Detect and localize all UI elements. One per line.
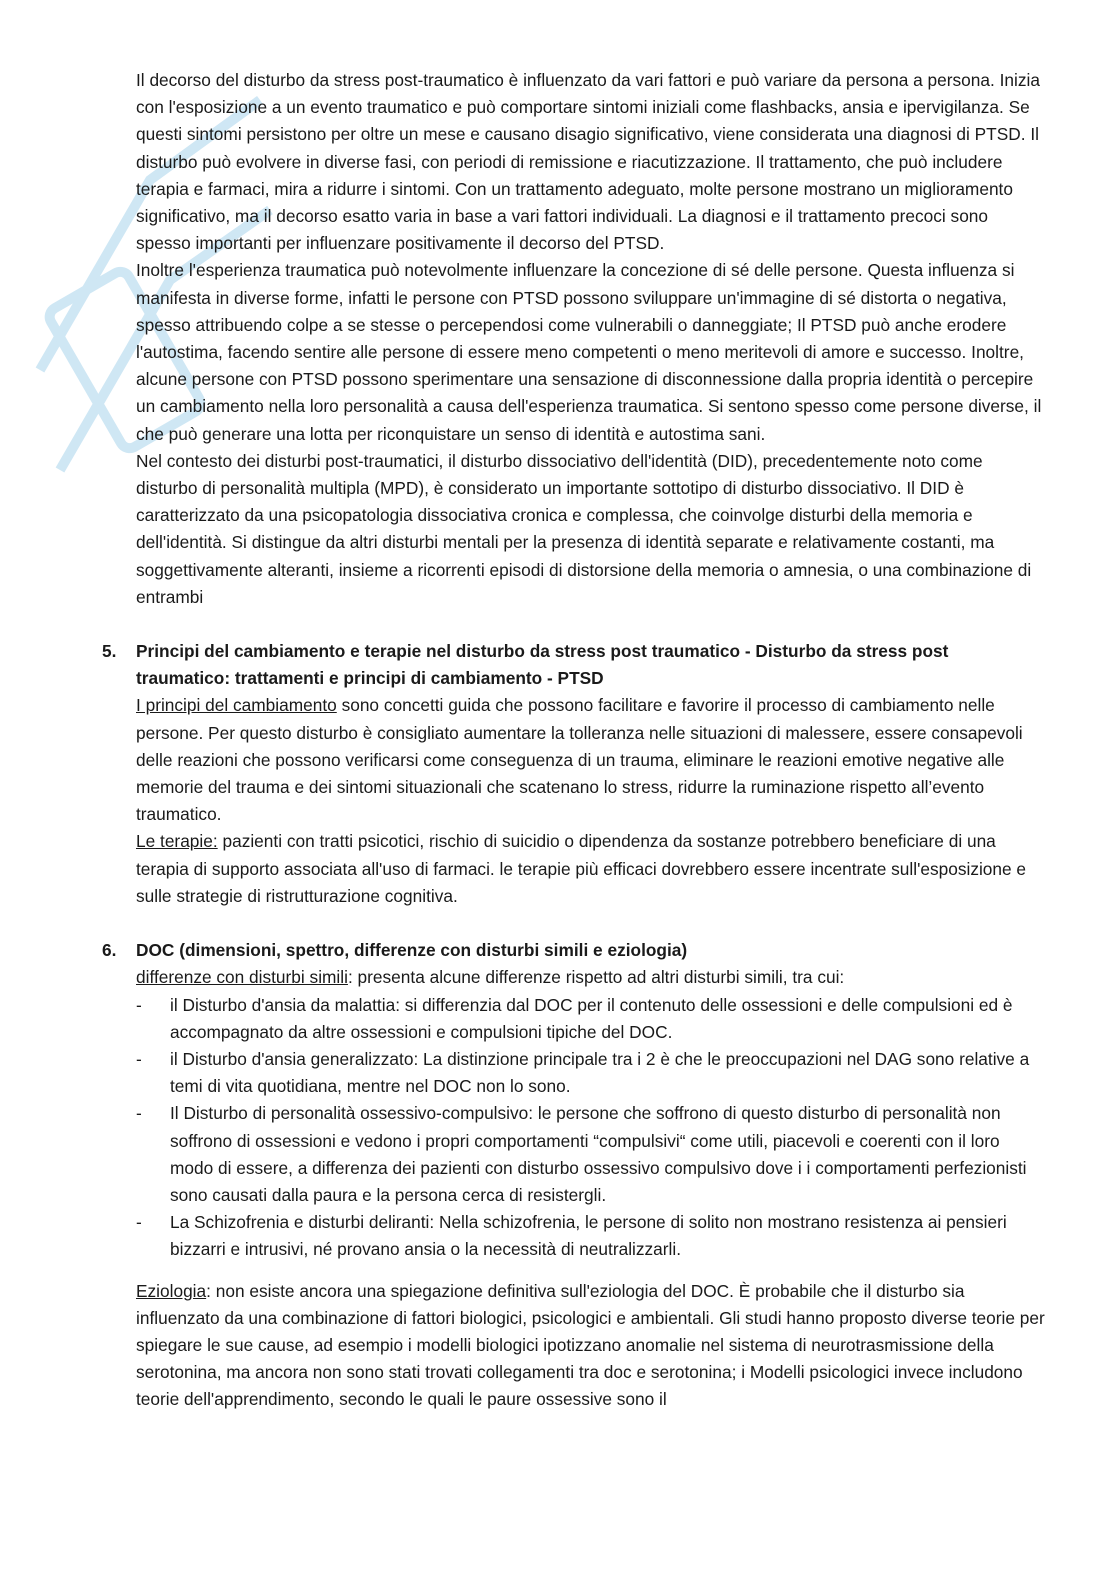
section-6 — [102, 937, 1046, 1413]
therapies-text: pazienti con tratti psicotici, rischio di suicidio o dipendenza da sostanze potrebbero beneficiare di una terapia di supporto associata all'uso di farmaci. le terapie più efficaci dovrebbero essere incentrate sull'esposizione e sulle strategie di ristrutturazione cognitiva. — [136, 831, 1027, 906]
etiology-text: : non esiste ancora una spiegazione definitiva sull'eziologia del DOC. È probabile che il disturbo sia influenzato da una combinazione di fattori biologici, psicologici e ambientali. Gli studi hanno proposto diverse teorie per spiegare le sue cause, ad esempio i modelli biologici ipotizzano anomalie nel sistema di neurotrasmissione della serotonina, ma ancora non sono stati trovati collegamenti tra doc e serotonina; i Modelli psicologici invece includono teorie dell'apprendimento, secondo le quali le paure ossessive sono il — [136, 1280, 1045, 1410]
differences-text: : presenta alcune differenze rispetto ad altri disturbi simili, tra cui: — [347, 967, 845, 988]
intro-paragraph-1: Il decorso del disturbo da stress post-traumatico è influenzato da vari fattori e può variare da persona a persona. Inizia con l'esposizione a un evento traumatico e può comportare sintomi iniziali come flashbacks, ansia e ipervigilanza. Se questi sintomi persistono per oltre un mese e causano disagio significativo, viene considerata una diagnosi di PTSD. Il disturbo può evolvere in diverse fasi, con periodi di remissione e riacutizzazione. Il trattamento, che può includere terapia e farmaci, mira a ridurre i sintomi. Con un trattamento adeguato, molte persone mostrano un miglioramento significativo, ma il decorso esatto varia in base a vari fattori individuali. La diagnosi e il trattamento precoci sono spesso importanti per influenzare positivamente il decorso del PTSD. — [136, 70, 1040, 254]
section-6-number: 6. — [102, 940, 117, 961]
differences-list — [136, 992, 1046, 1264]
section-5-principles — [136, 692, 1046, 828]
section-6-title: DOC (dimensioni, spettro, differenze con disturbi simili e eziologia) — [136, 940, 688, 961]
section-5-title: Principi del cambiamento e terapie nel disturbo da stress post traumatico - Disturbo da stress post traumatico: trattamenti e principi di cambiamento - PTSD — [136, 641, 949, 689]
document-page — [102, 67, 1046, 1414]
list-item: - il Disturbo d'ansia generalizzato: La distinzione principale tra i 2 è che le preoccupazioni nel DAG sono relative a temi di vita quotidiana, mentre nel DOC non lo sono. — [136, 1046, 1046, 1100]
section-5-number: 5. — [102, 641, 117, 662]
list-item: - il Disturbo d'ansia da malattia: si differenzia dal DOC per il contenuto delle ossessioni e delle compulsioni ed è accompagnato da altre ossessioni e compulsioni tipiche del DOC. — [136, 992, 1046, 1046]
list-item: - Il Disturbo di personalità ossessivo-compulsivo: le persone che soffrono di questo disturbo di personalità non soffrono di ossessioni e vedono i propri comportamenti “compulsivi“ come utili, piacevoli e coerenti con il loro modo di essere, a differenza dei pazienti con disturbo ossessivo compulsivo dove i i comportamenti perfezionisti sono causati dalla paura e la persona cerca di resistergli. — [136, 1100, 1046, 1209]
section-5-therapies — [136, 828, 1046, 910]
principles-text: sono concetti guida che possono facilitare e favorire il processo di cambiamento nelle persone. Per questo disturbo è consigliato aumentare la tolleranza nelle situazioni di malessere, essere consapevoli delle reazioni che possono verificarsi come conseguenza di un trauma, eliminare le reazioni emotive negative alle memorie del trauma e dei sintomi situazionali che scatenano lo stress, ridurre la ruminazione rispetto all’evento traumatico. — [136, 695, 1023, 825]
etiology-label: Eziologia — [136, 1280, 207, 1301]
list-item: - La Schizofrenia e disturbi deliranti: Nella schizofrenia, le persone di solito non mostrano resistenza ai pensieri bizzarri e intrusivi, né provano ansia o la necessità di neutralizzarli. — [136, 1209, 1046, 1263]
section-5 — [102, 638, 1046, 910]
principles-label: I principi del cambiamento — [136, 695, 337, 716]
intro-paragraph-2: Inoltre l'esperienza traumatica può notevolmente influenzare la concezione di sé delle persone. Questa influenza si manifesta in diverse forme, infatti le persone con PTSD possono sviluppare un'immagine di sé distorta o negativa, spesso attribuendo colpe a se stesse o percependosi come vulnerabili o danneggiate; Il PTSD può anche erodere l'autostima, facendo sentire alle persone di essere meno competenti o meno meritevoli di amore e successo. Inoltre, alcune persone con PTSD possono sperimentare una sensazione di disconnessione dalla propria identità o percepire un cambiamento nella loro personalità a causa dell'esperienza traumatica. Si sentono spesso come persone diverse, il che può generare una lotta per riconquistare un senso di identità e autostima sani. — [136, 260, 1042, 444]
differences-label: differenze con disturbi simili — [136, 967, 348, 988]
intro-paragraph-3: Nel contesto dei disturbi post-traumatici, il disturbo dissociativo dell'identità (DID), precedentemente noto come disturbo di personalità multipla (MPD), è considerato un importante sottotipo di disturbo dissociativo. Il DID è caratterizzato da una psicopatologia dissociativa cronica e complessa, che coinvolge disturbi della memoria e dell'identità. Si distingue da altri disturbi mentali per la presenza di identità separate e relativamente costanti, ma soggettivamente alteranti, insieme a ricorrenti episodi di distorsione della memoria o amnesia, o una combinazione di entrambi — [136, 450, 1032, 607]
section-6-differences — [136, 964, 1046, 991]
therapies-label: Le terapie: — [136, 831, 218, 852]
section-6-etiology — [136, 1278, 1046, 1414]
